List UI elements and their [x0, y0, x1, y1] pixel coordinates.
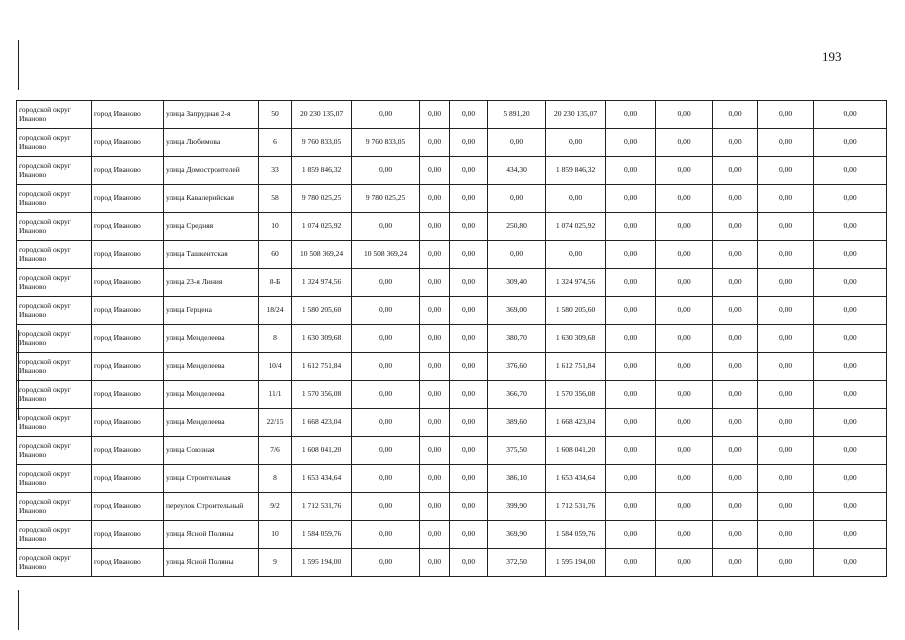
house-number-cell: 8 — [259, 465, 292, 493]
value-cell-8: 0,00 — [656, 493, 713, 521]
value-cell-8: 0,00 — [656, 269, 713, 297]
city-cell: город Иваново — [92, 353, 164, 381]
value-cell-4: 0,00 — [450, 297, 488, 325]
value-cell-3: 0,00 — [420, 101, 450, 129]
municipal-district-cell: городской округ Иваново — [17, 297, 92, 325]
house-number-cell: 18/24 — [259, 297, 292, 325]
value-cell-4: 0,00 — [450, 129, 488, 157]
municipal-district-cell: городской округ Иваново — [17, 465, 92, 493]
value-cell-2: 0,00 — [352, 381, 420, 409]
value-cell-6: 1 608 041,20 — [546, 437, 606, 465]
value-cell-10: 0,00 — [758, 241, 814, 269]
city-cell: город Иваново — [92, 465, 164, 493]
value-cell-2: 0,00 — [352, 157, 420, 185]
value-cell-2: 0,00 — [352, 101, 420, 129]
house-number-cell: 33 — [259, 157, 292, 185]
value-cell-7: 0,00 — [606, 325, 656, 353]
municipal-district-cell: городской округ Иваново — [17, 493, 92, 521]
value-cell-7: 0,00 — [606, 269, 656, 297]
value-cell-8: 0,00 — [656, 213, 713, 241]
street-cell: улица Запрудная 2-я — [164, 101, 259, 129]
value-cell-8: 0,00 — [656, 185, 713, 213]
value-cell-6: 1 595 194,00 — [546, 549, 606, 577]
street-cell: улица Союзная — [164, 437, 259, 465]
table-row — [17, 213, 887, 241]
value-cell-1: 9 780 025,25 — [292, 185, 352, 213]
value-cell-6: 0,00 — [546, 241, 606, 269]
table-row — [17, 549, 887, 577]
table-row — [17, 381, 887, 409]
value-cell-11: 0,00 — [814, 465, 887, 493]
value-cell-2: 0,00 — [352, 409, 420, 437]
value-cell-3: 0,00 — [420, 465, 450, 493]
value-cell-1: 1 570 356,08 — [292, 381, 352, 409]
house-number-cell: 10 — [259, 213, 292, 241]
value-cell-10: 0,00 — [758, 549, 814, 577]
municipal-district-cell: городской округ Иваново — [17, 521, 92, 549]
value-cell-11: 0,00 — [814, 549, 887, 577]
value-cell-6: 1 630 309,68 — [546, 325, 606, 353]
value-cell-5: 369,00 — [488, 297, 546, 325]
value-cell-6: 1 859 846,32 — [546, 157, 606, 185]
value-cell-5: 380,70 — [488, 325, 546, 353]
value-cell-1: 1 580 205,60 — [292, 297, 352, 325]
value-cell-10: 0,00 — [758, 409, 814, 437]
street-cell: улица Ясной Поляны — [164, 549, 259, 577]
street-cell: улица Герцена — [164, 297, 259, 325]
value-cell-3: 0,00 — [420, 549, 450, 577]
value-cell-6: 20 230 135,07 — [546, 101, 606, 129]
value-cell-4: 0,00 — [450, 381, 488, 409]
page-number: 193 — [822, 49, 842, 64]
street-cell: улица Менделеева — [164, 353, 259, 381]
value-cell-3: 0,00 — [420, 325, 450, 353]
value-cell-9: 0,00 — [713, 129, 758, 157]
value-cell-5: 372,50 — [488, 549, 546, 577]
value-cell-8: 0,00 — [656, 549, 713, 577]
street-cell: улица Домостроителей — [164, 157, 259, 185]
municipal-district-cell: городской округ Иваново — [17, 269, 92, 297]
street-cell: улица Менделеева — [164, 381, 259, 409]
value-cell-8: 0,00 — [656, 437, 713, 465]
table-row — [17, 325, 887, 353]
house-number-cell: 8-Б — [259, 269, 292, 297]
city-cell: город Иваново — [92, 241, 164, 269]
value-cell-7: 0,00 — [606, 157, 656, 185]
city-cell: город Иваново — [92, 101, 164, 129]
value-cell-1: 20 230 135,07 — [292, 101, 352, 129]
value-cell-9: 0,00 — [713, 213, 758, 241]
value-cell-3: 0,00 — [420, 157, 450, 185]
register-table — [16, 100, 887, 577]
value-cell-6: 1 668 423,04 — [546, 409, 606, 437]
value-cell-1: 1 612 751,84 — [292, 353, 352, 381]
value-cell-10: 0,00 — [758, 521, 814, 549]
value-cell-5: 0,00 — [488, 241, 546, 269]
value-cell-4: 0,00 — [450, 101, 488, 129]
value-cell-2: 9 780 025,25 — [352, 185, 420, 213]
value-cell-3: 0,00 — [420, 381, 450, 409]
value-cell-8: 0,00 — [656, 241, 713, 269]
house-number-cell: 11/1 — [259, 381, 292, 409]
value-cell-7: 0,00 — [606, 549, 656, 577]
value-cell-4: 0,00 — [450, 437, 488, 465]
value-cell-10: 0,00 — [758, 493, 814, 521]
value-cell-9: 0,00 — [713, 241, 758, 269]
value-cell-8: 0,00 — [656, 521, 713, 549]
municipal-district-cell: городской округ Иваново — [17, 129, 92, 157]
city-cell: город Иваново — [92, 297, 164, 325]
value-cell-2: 0,00 — [352, 549, 420, 577]
value-cell-9: 0,00 — [713, 185, 758, 213]
value-cell-5: 0,00 — [488, 185, 546, 213]
margin-scan-line — [18, 590, 19, 630]
street-cell: улица Менделеева — [164, 325, 259, 353]
value-cell-6: 1 570 356,08 — [546, 381, 606, 409]
value-cell-3: 0,00 — [420, 493, 450, 521]
value-cell-4: 0,00 — [450, 521, 488, 549]
value-cell-4: 0,00 — [450, 269, 488, 297]
value-cell-4: 0,00 — [450, 241, 488, 269]
value-cell-11: 0,00 — [814, 381, 887, 409]
value-cell-10: 0,00 — [758, 465, 814, 493]
table-row — [17, 493, 887, 521]
value-cell-10: 0,00 — [758, 297, 814, 325]
city-cell: город Иваново — [92, 269, 164, 297]
value-cell-6: 1 653 434,64 — [546, 465, 606, 493]
value-cell-5: 250,80 — [488, 213, 546, 241]
table-row — [17, 353, 887, 381]
value-cell-7: 0,00 — [606, 129, 656, 157]
municipal-district-cell: городской округ Иваново — [17, 213, 92, 241]
value-cell-2: 0,00 — [352, 521, 420, 549]
value-cell-4: 0,00 — [450, 465, 488, 493]
value-cell-6: 1 074 025,92 — [546, 213, 606, 241]
municipal-district-cell: городской округ Иваново — [17, 353, 92, 381]
table-row — [17, 521, 887, 549]
value-cell-9: 0,00 — [713, 297, 758, 325]
value-cell-11: 0,00 — [814, 241, 887, 269]
value-cell-4: 0,00 — [450, 213, 488, 241]
value-cell-6: 1 580 205,60 — [546, 297, 606, 325]
table-row — [17, 241, 887, 269]
value-cell-6: 0,00 — [546, 129, 606, 157]
value-cell-5: 366,70 — [488, 381, 546, 409]
municipal-district-cell: городской округ Иваново — [17, 549, 92, 577]
value-cell-1: 9 760 833,05 — [292, 129, 352, 157]
value-cell-7: 0,00 — [606, 493, 656, 521]
value-cell-3: 0,00 — [420, 353, 450, 381]
table-row — [17, 297, 887, 325]
street-cell: улица Ташкентская — [164, 241, 259, 269]
value-cell-3: 0,00 — [420, 185, 450, 213]
table-row — [17, 465, 887, 493]
value-cell-11: 0,00 — [814, 297, 887, 325]
value-cell-10: 0,00 — [758, 353, 814, 381]
value-cell-1: 1 595 194,00 — [292, 549, 352, 577]
value-cell-3: 0,00 — [420, 269, 450, 297]
value-cell-11: 0,00 — [814, 213, 887, 241]
value-cell-7: 0,00 — [606, 465, 656, 493]
value-cell-9: 0,00 — [713, 269, 758, 297]
house-number-cell: 7/6 — [259, 437, 292, 465]
value-cell-6: 1 324 974,56 — [546, 269, 606, 297]
house-number-cell: 9/2 — [259, 493, 292, 521]
value-cell-2: 0,00 — [352, 493, 420, 521]
value-cell-9: 0,00 — [713, 325, 758, 353]
value-cell-4: 0,00 — [450, 325, 488, 353]
value-cell-10: 0,00 — [758, 101, 814, 129]
value-cell-5: 0,00 — [488, 129, 546, 157]
value-cell-4: 0,00 — [450, 549, 488, 577]
street-cell: улица Менделеева — [164, 409, 259, 437]
value-cell-3: 0,00 — [420, 409, 450, 437]
value-cell-2: 0,00 — [352, 297, 420, 325]
value-cell-1: 1 074 025,92 — [292, 213, 352, 241]
value-cell-2: 9 760 833,05 — [352, 129, 420, 157]
value-cell-8: 0,00 — [656, 129, 713, 157]
value-cell-11: 0,00 — [814, 101, 887, 129]
value-cell-3: 0,00 — [420, 129, 450, 157]
house-number-cell: 22/15 — [259, 409, 292, 437]
value-cell-5: 369,90 — [488, 521, 546, 549]
value-cell-1: 1 630 309,68 — [292, 325, 352, 353]
value-cell-10: 0,00 — [758, 185, 814, 213]
value-cell-4: 0,00 — [450, 409, 488, 437]
value-cell-4: 0,00 — [450, 185, 488, 213]
city-cell: город Иваново — [92, 157, 164, 185]
value-cell-9: 0,00 — [713, 157, 758, 185]
table-row — [17, 157, 887, 185]
value-cell-8: 0,00 — [656, 297, 713, 325]
value-cell-6: 1 584 059,76 — [546, 521, 606, 549]
value-cell-6: 1 612 751,84 — [546, 353, 606, 381]
value-cell-5: 309,40 — [488, 269, 546, 297]
street-cell: улица Ясной Поляны — [164, 521, 259, 549]
house-number-cell: 10/4 — [259, 353, 292, 381]
table-row — [17, 129, 887, 157]
value-cell-5: 389,60 — [488, 409, 546, 437]
city-cell: город Иваново — [92, 409, 164, 437]
value-cell-11: 0,00 — [814, 129, 887, 157]
value-cell-11: 0,00 — [814, 409, 887, 437]
value-cell-7: 0,00 — [606, 353, 656, 381]
house-number-cell: 8 — [259, 325, 292, 353]
value-cell-8: 0,00 — [656, 465, 713, 493]
city-cell: город Иваново — [92, 521, 164, 549]
street-cell: улица Строительная — [164, 465, 259, 493]
street-cell: улица Любимова — [164, 129, 259, 157]
value-cell-9: 0,00 — [713, 353, 758, 381]
value-cell-11: 0,00 — [814, 437, 887, 465]
street-cell: улица Кавалерийская — [164, 185, 259, 213]
value-cell-2: 10 508 369,24 — [352, 241, 420, 269]
value-cell-10: 0,00 — [758, 437, 814, 465]
table-row — [17, 185, 887, 213]
value-cell-2: 0,00 — [352, 325, 420, 353]
value-cell-10: 0,00 — [758, 129, 814, 157]
value-cell-9: 0,00 — [713, 381, 758, 409]
value-cell-5: 434,30 — [488, 157, 546, 185]
value-cell-7: 0,00 — [606, 381, 656, 409]
value-cell-2: 0,00 — [352, 465, 420, 493]
value-cell-11: 0,00 — [814, 353, 887, 381]
value-cell-9: 0,00 — [713, 465, 758, 493]
municipal-district-cell: городской округ Иваново — [17, 381, 92, 409]
value-cell-8: 0,00 — [656, 101, 713, 129]
value-cell-4: 0,00 — [450, 493, 488, 521]
municipal-district-cell: городской округ Иваново — [17, 409, 92, 437]
value-cell-9: 0,00 — [713, 493, 758, 521]
municipal-district-cell: городской округ Иваново — [17, 325, 92, 353]
value-cell-2: 0,00 — [352, 353, 420, 381]
value-cell-1: 1 608 041,20 — [292, 437, 352, 465]
table-row — [17, 409, 887, 437]
municipal-district-cell: городской округ Иваново — [17, 437, 92, 465]
value-cell-5: 399,90 — [488, 493, 546, 521]
value-cell-8: 0,00 — [656, 353, 713, 381]
value-cell-11: 0,00 — [814, 157, 887, 185]
table-row — [17, 269, 887, 297]
value-cell-9: 0,00 — [713, 409, 758, 437]
value-cell-10: 0,00 — [758, 157, 814, 185]
value-cell-10: 0,00 — [758, 269, 814, 297]
city-cell: город Иваново — [92, 381, 164, 409]
house-number-cell: 6 — [259, 129, 292, 157]
value-cell-3: 0,00 — [420, 213, 450, 241]
value-cell-4: 0,00 — [450, 157, 488, 185]
value-cell-1: 1 584 059,76 — [292, 521, 352, 549]
value-cell-3: 0,00 — [420, 521, 450, 549]
value-cell-9: 0,00 — [713, 549, 758, 577]
city-cell: город Иваново — [92, 213, 164, 241]
value-cell-6: 0,00 — [546, 185, 606, 213]
value-cell-2: 0,00 — [352, 269, 420, 297]
city-cell: город Иваново — [92, 129, 164, 157]
margin-scan-line — [18, 40, 19, 90]
street-cell: улица Средняя — [164, 213, 259, 241]
municipal-district-cell: городской округ Иваново — [17, 185, 92, 213]
value-cell-7: 0,00 — [606, 101, 656, 129]
value-cell-6: 1 712 531,76 — [546, 493, 606, 521]
city-cell: город Иваново — [92, 325, 164, 353]
value-cell-8: 0,00 — [656, 157, 713, 185]
city-cell: город Иваново — [92, 437, 164, 465]
value-cell-1: 1 324 974,56 — [292, 269, 352, 297]
value-cell-10: 0,00 — [758, 381, 814, 409]
value-cell-4: 0,00 — [450, 353, 488, 381]
street-cell: переулок Строительный — [164, 493, 259, 521]
city-cell: город Иваново — [92, 549, 164, 577]
value-cell-7: 0,00 — [606, 521, 656, 549]
value-cell-11: 0,00 — [814, 325, 887, 353]
table-row — [17, 437, 887, 465]
value-cell-7: 0,00 — [606, 437, 656, 465]
value-cell-7: 0,00 — [606, 185, 656, 213]
value-cell-9: 0,00 — [713, 101, 758, 129]
value-cell-3: 0,00 — [420, 437, 450, 465]
value-cell-1: 1 859 846,32 — [292, 157, 352, 185]
value-cell-7: 0,00 — [606, 409, 656, 437]
city-cell: город Иваново — [92, 185, 164, 213]
house-number-cell: 58 — [259, 185, 292, 213]
value-cell-5: 5 891,20 — [488, 101, 546, 129]
value-cell-11: 0,00 — [814, 269, 887, 297]
value-cell-1: 10 508 369,24 — [292, 241, 352, 269]
value-cell-3: 0,00 — [420, 241, 450, 269]
value-cell-5: 386,10 — [488, 465, 546, 493]
value-cell-1: 1 668 423,04 — [292, 409, 352, 437]
value-cell-7: 0,00 — [606, 241, 656, 269]
house-number-cell: 9 — [259, 549, 292, 577]
value-cell-7: 0,00 — [606, 297, 656, 325]
value-cell-2: 0,00 — [352, 213, 420, 241]
value-cell-7: 0,00 — [606, 213, 656, 241]
value-cell-8: 0,00 — [656, 325, 713, 353]
value-cell-2: 0,00 — [352, 437, 420, 465]
value-cell-3: 0,00 — [420, 297, 450, 325]
value-cell-9: 0,00 — [713, 437, 758, 465]
value-cell-8: 0,00 — [656, 409, 713, 437]
value-cell-11: 0,00 — [814, 521, 887, 549]
municipal-district-cell: городской округ Иваново — [17, 241, 92, 269]
street-cell: улица 23-я Линия — [164, 269, 259, 297]
municipal-district-cell: городской округ Иваново — [17, 157, 92, 185]
municipal-district-cell: городской округ Иваново — [17, 101, 92, 129]
house-number-cell: 50 — [259, 101, 292, 129]
value-cell-5: 375,50 — [488, 437, 546, 465]
house-number-cell: 10 — [259, 521, 292, 549]
value-cell-5: 376,60 — [488, 353, 546, 381]
value-cell-11: 0,00 — [814, 185, 887, 213]
value-cell-10: 0,00 — [758, 213, 814, 241]
value-cell-9: 0,00 — [713, 521, 758, 549]
house-number-cell: 60 — [259, 241, 292, 269]
value-cell-8: 0,00 — [656, 381, 713, 409]
value-cell-1: 1 653 434,64 — [292, 465, 352, 493]
value-cell-11: 0,00 — [814, 493, 887, 521]
value-cell-10: 0,00 — [758, 325, 814, 353]
table-row — [17, 101, 887, 129]
value-cell-1: 1 712 531,76 — [292, 493, 352, 521]
city-cell: город Иваново — [92, 493, 164, 521]
